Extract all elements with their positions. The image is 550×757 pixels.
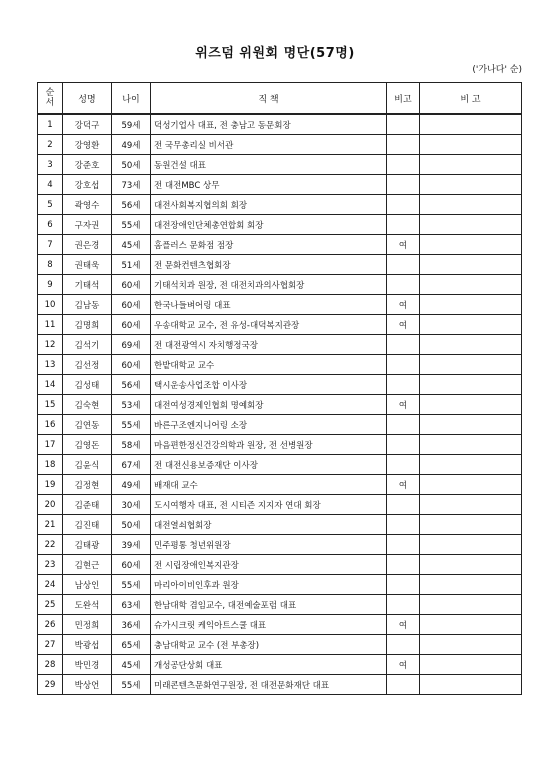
member-age: 60세 <box>112 295 151 315</box>
header-name: 성명 <box>63 83 112 115</box>
member-age: 55세 <box>112 575 151 595</box>
member-remarks <box>420 235 522 255</box>
table-row <box>38 315 522 335</box>
member-position: 전 대전신용보증재단 이사장 <box>151 455 387 475</box>
member-remarks <box>420 375 522 395</box>
row-number: 9 <box>38 275 63 295</box>
table-row <box>38 395 522 415</box>
member-name: 박광섭 <box>63 635 112 655</box>
member-name: 남상인 <box>63 575 112 595</box>
member-note <box>387 455 420 475</box>
member-remarks <box>420 195 522 215</box>
member-name: 강덕구 <box>63 114 112 135</box>
roster-body <box>38 114 522 695</box>
member-name: 구자권 <box>63 215 112 235</box>
table-row <box>38 615 522 635</box>
member-remarks <box>420 395 522 415</box>
member-age: 45세 <box>112 235 151 255</box>
member-age: 55세 <box>112 215 151 235</box>
member-age: 73세 <box>112 175 151 195</box>
row-number: 12 <box>38 335 63 355</box>
member-note <box>387 435 420 455</box>
member-age: 53세 <box>112 395 151 415</box>
table-row <box>38 215 522 235</box>
member-position: 도시여행자 대표, 전 시티즌 지지자 연대 회장 <box>151 495 387 515</box>
member-age: 50세 <box>112 155 151 175</box>
member-position: 전 대전MBC 상무 <box>151 175 387 195</box>
member-position: 한국나들벼어링 대표 <box>151 295 387 315</box>
member-name: 기태석 <box>63 275 112 295</box>
member-position: 민주평통 청년위원장 <box>151 535 387 555</box>
table-row <box>38 255 522 275</box>
member-name: 강영환 <box>63 135 112 155</box>
member-note <box>387 675 420 695</box>
member-position: 대전열쇠협회장 <box>151 515 387 535</box>
member-note <box>387 355 420 375</box>
table-row <box>38 535 522 555</box>
table-row <box>38 595 522 615</box>
table-row <box>38 155 522 175</box>
member-position: 바른구조엔지니어링 소장 <box>151 415 387 435</box>
member-name: 권태욱 <box>63 255 112 275</box>
member-remarks <box>420 615 522 635</box>
member-name: 김선정 <box>63 355 112 375</box>
member-remarks <box>420 295 522 315</box>
member-position: 우송대학교 교수, 전 유성-대덕복지관장 <box>151 315 387 335</box>
member-remarks <box>420 655 522 675</box>
table-row <box>38 275 522 295</box>
member-remarks <box>420 455 522 475</box>
member-name: 김숙현 <box>63 395 112 415</box>
member-note: 여 <box>387 395 420 415</box>
member-position: 홈플러스 문화점 점장 <box>151 235 387 255</box>
member-age: 49세 <box>112 135 151 155</box>
member-note <box>387 155 420 175</box>
member-name: 곽영수 <box>63 195 112 215</box>
member-name: 김석기 <box>63 335 112 355</box>
table-row <box>38 675 522 695</box>
member-remarks <box>420 315 522 335</box>
page-title: 위즈덤 위원회 명단(57명) <box>195 46 355 61</box>
table-row <box>38 295 522 315</box>
member-remarks <box>420 255 522 275</box>
member-note <box>387 114 420 135</box>
member-age: 60세 <box>112 275 151 295</box>
member-name: 김준태 <box>63 495 112 515</box>
member-position: 한밭대학교 교수 <box>151 355 387 375</box>
member-note <box>387 635 420 655</box>
row-number: 28 <box>38 655 63 675</box>
member-note <box>387 135 420 155</box>
member-note: 여 <box>387 235 420 255</box>
table-row <box>38 375 522 395</box>
row-number: 2 <box>38 135 63 155</box>
member-note <box>387 555 420 575</box>
member-name: 김정현 <box>63 475 112 495</box>
member-name: 박민경 <box>63 655 112 675</box>
member-position: 충남대학교 교수 (전 부총장) <box>151 635 387 655</box>
member-remarks <box>420 575 522 595</box>
member-position: 마리아이비인후과 원장 <box>151 575 387 595</box>
member-remarks <box>420 675 522 695</box>
member-age: 45세 <box>112 655 151 675</box>
member-name: 김남동 <box>63 295 112 315</box>
member-note <box>387 515 420 535</box>
member-position: 동원건설 대표 <box>151 155 387 175</box>
member-name: 강준호 <box>63 155 112 175</box>
member-remarks <box>420 635 522 655</box>
member-remarks <box>420 175 522 195</box>
table-row <box>38 415 522 435</box>
row-number: 15 <box>38 395 63 415</box>
member-age: 59세 <box>112 114 151 135</box>
member-position: 덕성기업사 대표, 전 충남고 동문회장 <box>151 114 387 135</box>
member-note: 여 <box>387 315 420 335</box>
member-name: 김연동 <box>63 415 112 435</box>
member-remarks <box>420 275 522 295</box>
member-name: 김윤식 <box>63 455 112 475</box>
member-note <box>387 335 420 355</box>
row-number: 25 <box>38 595 63 615</box>
member-remarks <box>420 595 522 615</box>
member-remarks <box>420 435 522 455</box>
row-number: 22 <box>38 535 63 555</box>
member-note <box>387 415 420 435</box>
table-header-row <box>38 83 522 115</box>
member-age: 30세 <box>112 495 151 515</box>
member-age: 51세 <box>112 255 151 275</box>
member-age: 39세 <box>112 535 151 555</box>
row-number: 7 <box>38 235 63 255</box>
member-position: 전 국무총리실 비서관 <box>151 135 387 155</box>
member-remarks <box>420 335 522 355</box>
member-position: 한남대학 겸임교수, 대전예술포럼 대표 <box>151 595 387 615</box>
member-remarks <box>420 495 522 515</box>
member-name: 박상언 <box>63 675 112 695</box>
member-position: 대전여성경제인협회 명예회장 <box>151 395 387 415</box>
member-age: 55세 <box>112 415 151 435</box>
member-position: 미래콘텐츠문화연구원장, 전 대전문화재단 대표 <box>151 675 387 695</box>
row-number: 16 <box>38 415 63 435</box>
member-age: 65세 <box>112 635 151 655</box>
header-no <box>38 83 63 115</box>
member-name: 민정희 <box>63 615 112 635</box>
member-name: 김진태 <box>63 515 112 535</box>
member-note: 여 <box>387 615 420 635</box>
table-row <box>38 455 522 475</box>
member-remarks <box>420 114 522 135</box>
member-position: 전 시립장애인복지관장 <box>151 555 387 575</box>
row-number: 19 <box>38 475 63 495</box>
table-row <box>38 475 522 495</box>
member-name: 김현근 <box>63 555 112 575</box>
member-name: 도완석 <box>63 595 112 615</box>
member-age: 67세 <box>112 455 151 475</box>
table-row <box>38 175 522 195</box>
member-age: 69세 <box>112 335 151 355</box>
table-row <box>38 355 522 375</box>
table-row <box>38 555 522 575</box>
row-number: 10 <box>38 295 63 315</box>
member-age: 60세 <box>112 555 151 575</box>
member-position: 슈가시크릿 케익아트스쿨 대표 <box>151 615 387 635</box>
member-age: 49세 <box>112 475 151 495</box>
table-row <box>38 635 522 655</box>
row-number: 1 <box>38 114 63 135</box>
member-remarks <box>420 215 522 235</box>
member-note: 여 <box>387 655 420 675</box>
header-position: 직 책 <box>151 83 387 115</box>
member-position: 배재대 교수 <box>151 475 387 495</box>
table-row <box>38 235 522 255</box>
header-no-label: 순 서 <box>45 88 55 108</box>
member-note <box>387 215 420 235</box>
member-position: 전 대전광역시 자치행정국장 <box>151 335 387 355</box>
member-name: 강호섭 <box>63 175 112 195</box>
row-number: 26 <box>38 615 63 635</box>
member-name: 김성태 <box>63 375 112 395</box>
member-name: 김태광 <box>63 535 112 555</box>
table-row <box>38 195 522 215</box>
header-note: 비고 <box>387 83 420 115</box>
member-age: 36세 <box>112 615 151 635</box>
member-age: 60세 <box>112 355 151 375</box>
table-row <box>38 655 522 675</box>
member-note <box>387 375 420 395</box>
member-remarks <box>420 475 522 495</box>
member-remarks <box>420 535 522 555</box>
member-note <box>387 175 420 195</box>
row-number: 8 <box>38 255 63 275</box>
member-position: 대전사회복지협의회 회장 <box>151 195 387 215</box>
member-note <box>387 275 420 295</box>
table-row <box>38 515 522 535</box>
row-number: 21 <box>38 515 63 535</box>
member-name: 김명희 <box>63 315 112 335</box>
committee-roster-table <box>37 82 522 695</box>
table-row <box>38 435 522 455</box>
row-number: 4 <box>38 175 63 195</box>
member-note <box>387 575 420 595</box>
header-age: 나이 <box>112 83 151 115</box>
row-number: 29 <box>38 675 63 695</box>
member-name: 김영돈 <box>63 435 112 455</box>
table-row <box>38 495 522 515</box>
row-number: 11 <box>38 315 63 335</box>
member-age: 58세 <box>112 435 151 455</box>
row-number: 17 <box>38 435 63 455</box>
member-position: 전 문화컨텐츠협회장 <box>151 255 387 275</box>
member-age: 63세 <box>112 595 151 615</box>
row-number: 20 <box>38 495 63 515</box>
row-number: 24 <box>38 575 63 595</box>
member-name: 권은경 <box>63 235 112 255</box>
member-age: 60세 <box>112 315 151 335</box>
member-note <box>387 195 420 215</box>
member-position: 기태석치과 원장, 전 대전치과의사협회장 <box>151 275 387 295</box>
table-row <box>38 335 522 355</box>
member-note: 여 <box>387 295 420 315</box>
member-position: 대전장애인단체총연합회 회장 <box>151 215 387 235</box>
member-note <box>387 495 420 515</box>
member-age: 50세 <box>112 515 151 535</box>
row-number: 3 <box>38 155 63 175</box>
row-number: 18 <box>38 455 63 475</box>
member-note <box>387 595 420 615</box>
member-note: 여 <box>387 475 420 495</box>
member-remarks <box>420 415 522 435</box>
sort-order-note: ('가나다' 순) <box>472 65 522 75</box>
table-row <box>38 114 522 135</box>
row-number: 23 <box>38 555 63 575</box>
table-row <box>38 135 522 155</box>
member-remarks <box>420 515 522 535</box>
table-row <box>38 575 522 595</box>
header-remarks: 비 고 <box>420 83 522 115</box>
member-position: 마음편한정신건강의학과 원장, 전 선병원장 <box>151 435 387 455</box>
member-remarks <box>420 135 522 155</box>
member-age: 55세 <box>112 675 151 695</box>
row-number: 14 <box>38 375 63 395</box>
member-note <box>387 535 420 555</box>
member-note <box>387 255 420 275</box>
row-number: 27 <box>38 635 63 655</box>
row-number: 13 <box>38 355 63 375</box>
member-age: 56세 <box>112 375 151 395</box>
member-remarks <box>420 155 522 175</box>
member-position: 택시운송사업조합 이사장 <box>151 375 387 395</box>
member-remarks <box>420 555 522 575</box>
member-remarks <box>420 355 522 375</box>
row-number: 5 <box>38 195 63 215</box>
member-position: 개성공단상회 대표 <box>151 655 387 675</box>
member-age: 56세 <box>112 195 151 215</box>
row-number: 6 <box>38 215 63 235</box>
